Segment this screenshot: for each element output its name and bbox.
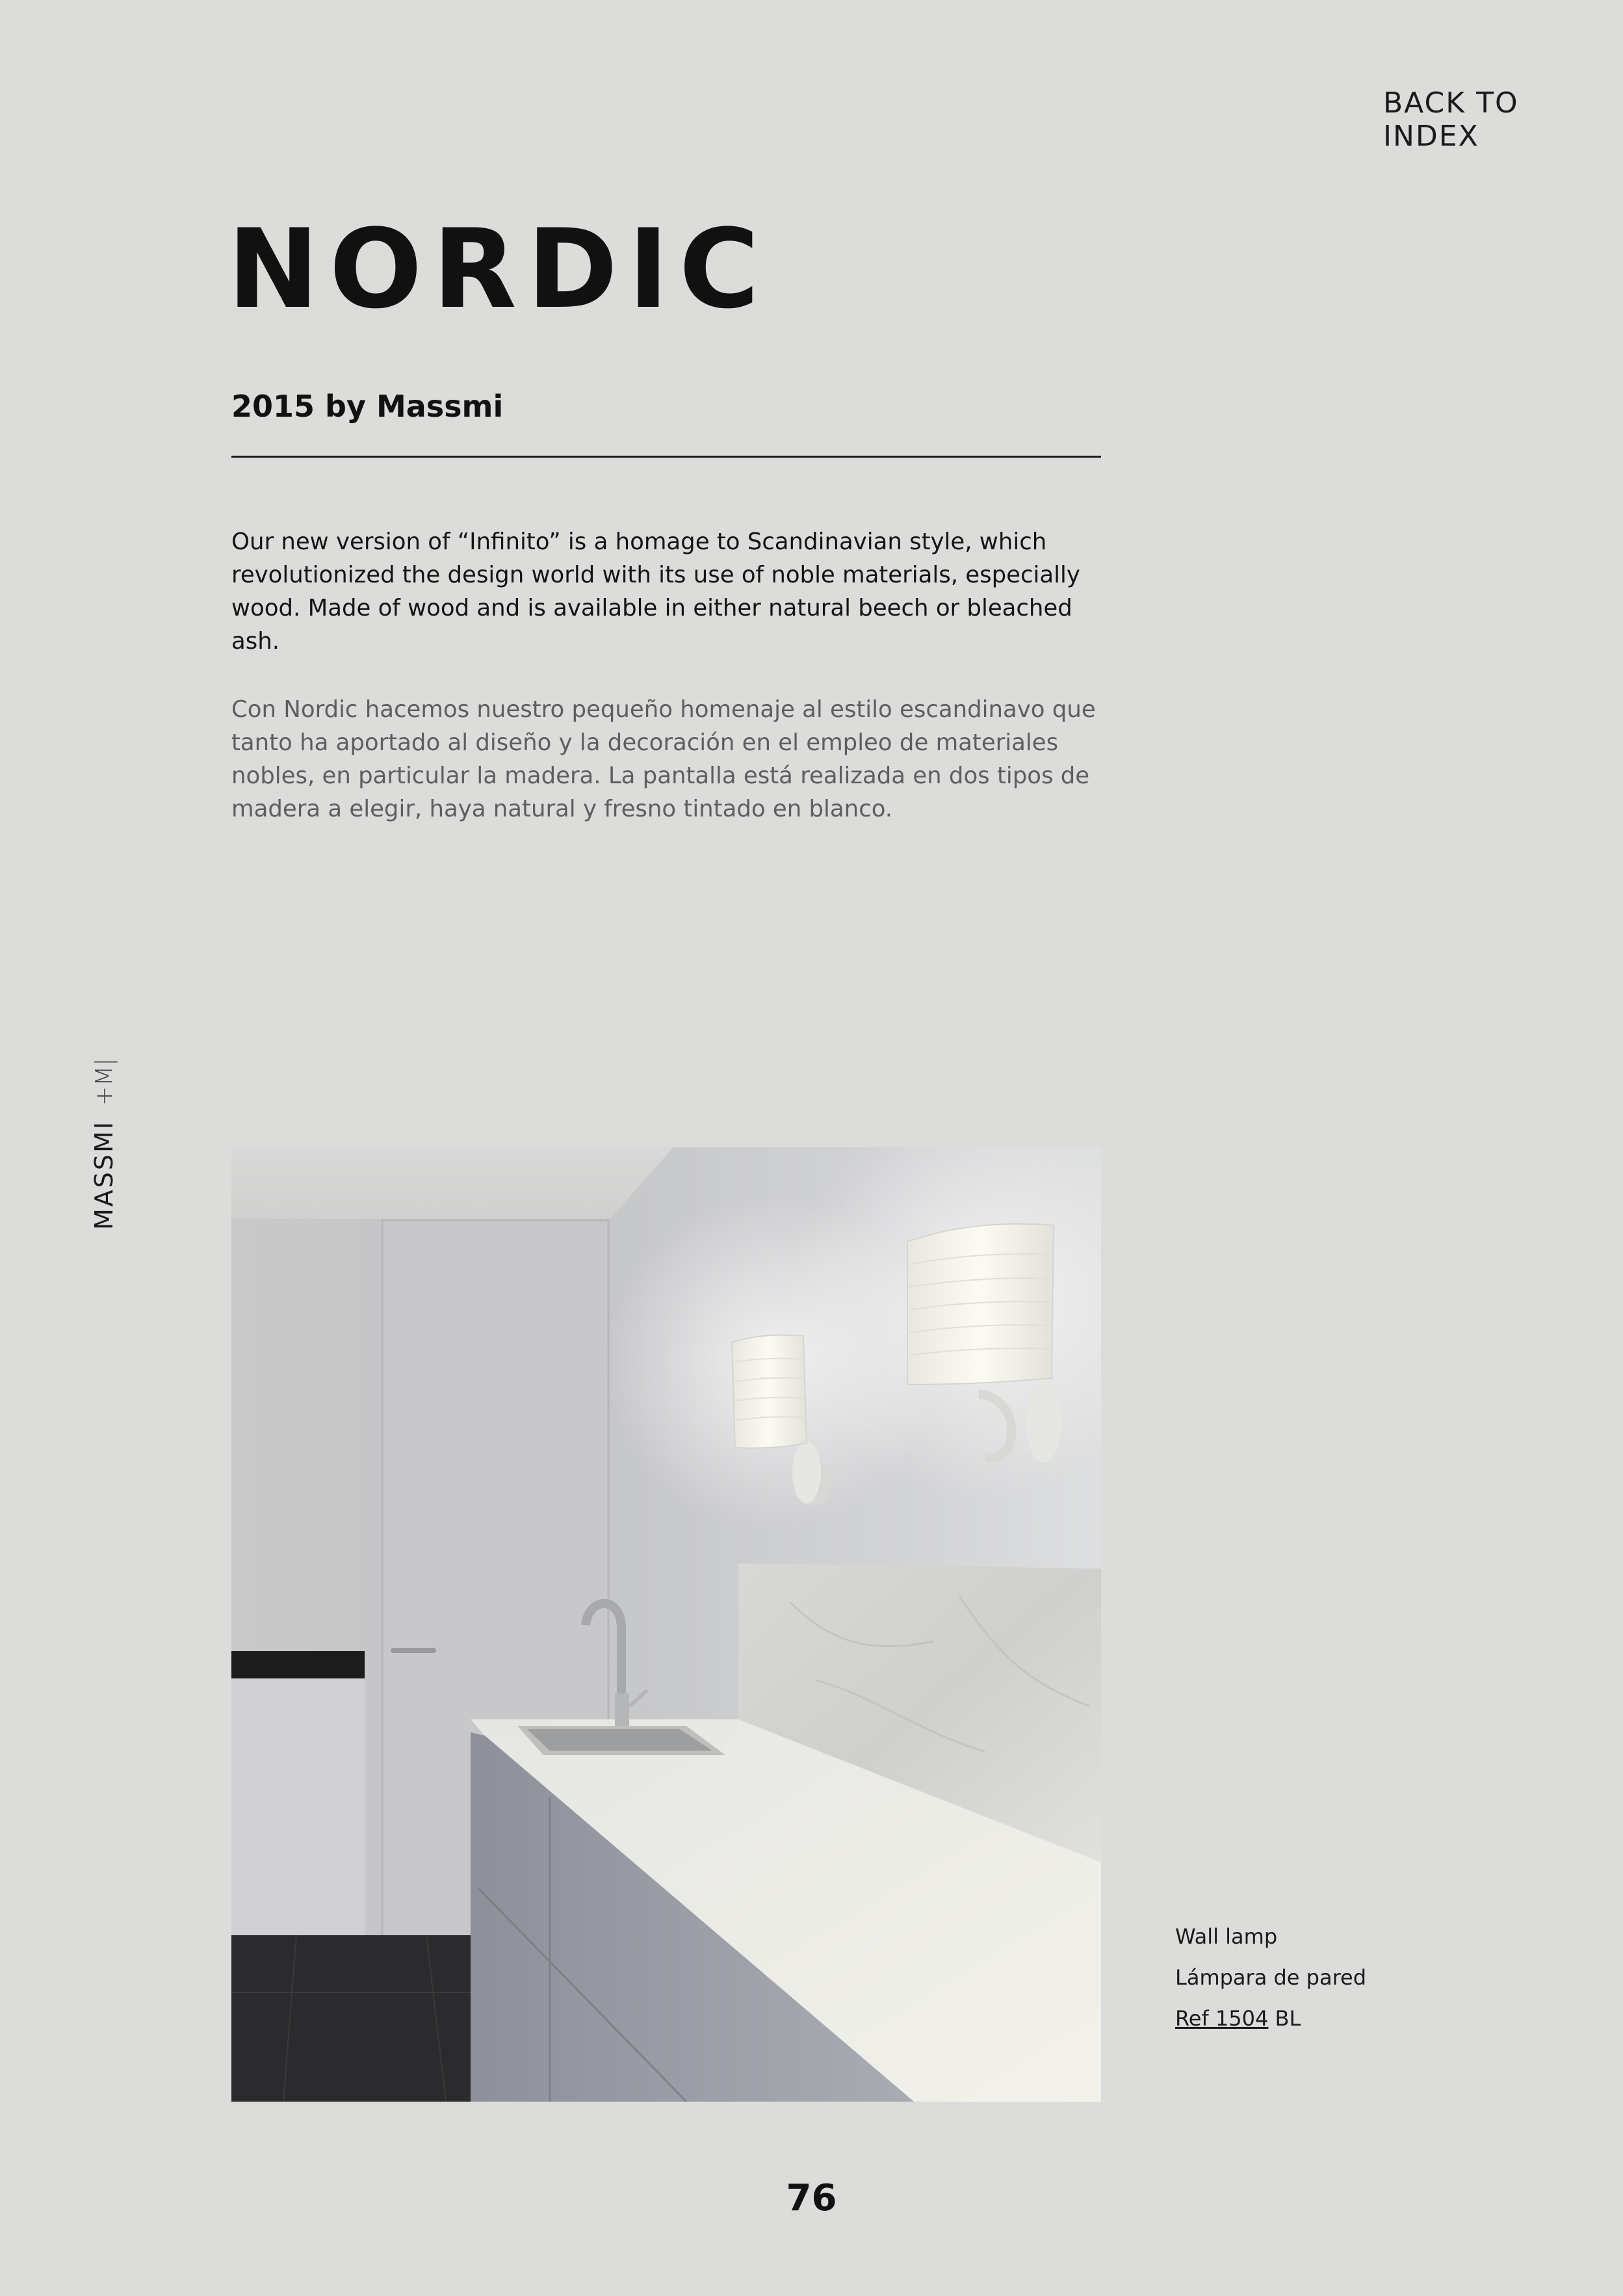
reference-suffix: BL — [1275, 2006, 1301, 2031]
caption-wall-lamp: Wall lamp — [1175, 1924, 1278, 1949]
caption-lampara-de-pared: Lámpara de pared — [1175, 1965, 1367, 1990]
description-english: Our new version of “Infinito” is a homage to Scandinavian style, which revolutionized the design world with its use of noble materials, especially wood. Made of wood and is available in either natural beech or bleached ash. — [231, 528, 1080, 655]
product-subtitle: 2015 by Massmi — [231, 389, 504, 424]
product-photo — [231, 1147, 1101, 2102]
caption-reference — [1175, 1998, 1366, 2039]
page-number: 76 — [786, 2177, 837, 2219]
brand-name: MASSMI — [90, 1119, 118, 1230]
back-to-index-link[interactable]: BACK TO INDEX — [1383, 86, 1519, 153]
brand-vertical-label — [90, 1058, 118, 1230]
product-title: NORDIC — [227, 205, 770, 333]
divider — [231, 456, 1101, 458]
description-spanish: Con Nordic hacemos nuestro pequeño homenaje al estilo escandinavo que tanto ha aportado al diseño y la decoración en el empleo de materiales nobles, en particular la madera. La pantalla está realizada en dos tipos de madera a elegir, haya natural y fresno tintado en blanco. — [231, 696, 1096, 822]
reference-link[interactable]: Ref 1504 — [1175, 2006, 1269, 2031]
brand-logo-mark: +M| — [90, 1058, 118, 1106]
photo-caption — [1175, 1916, 1366, 2039]
